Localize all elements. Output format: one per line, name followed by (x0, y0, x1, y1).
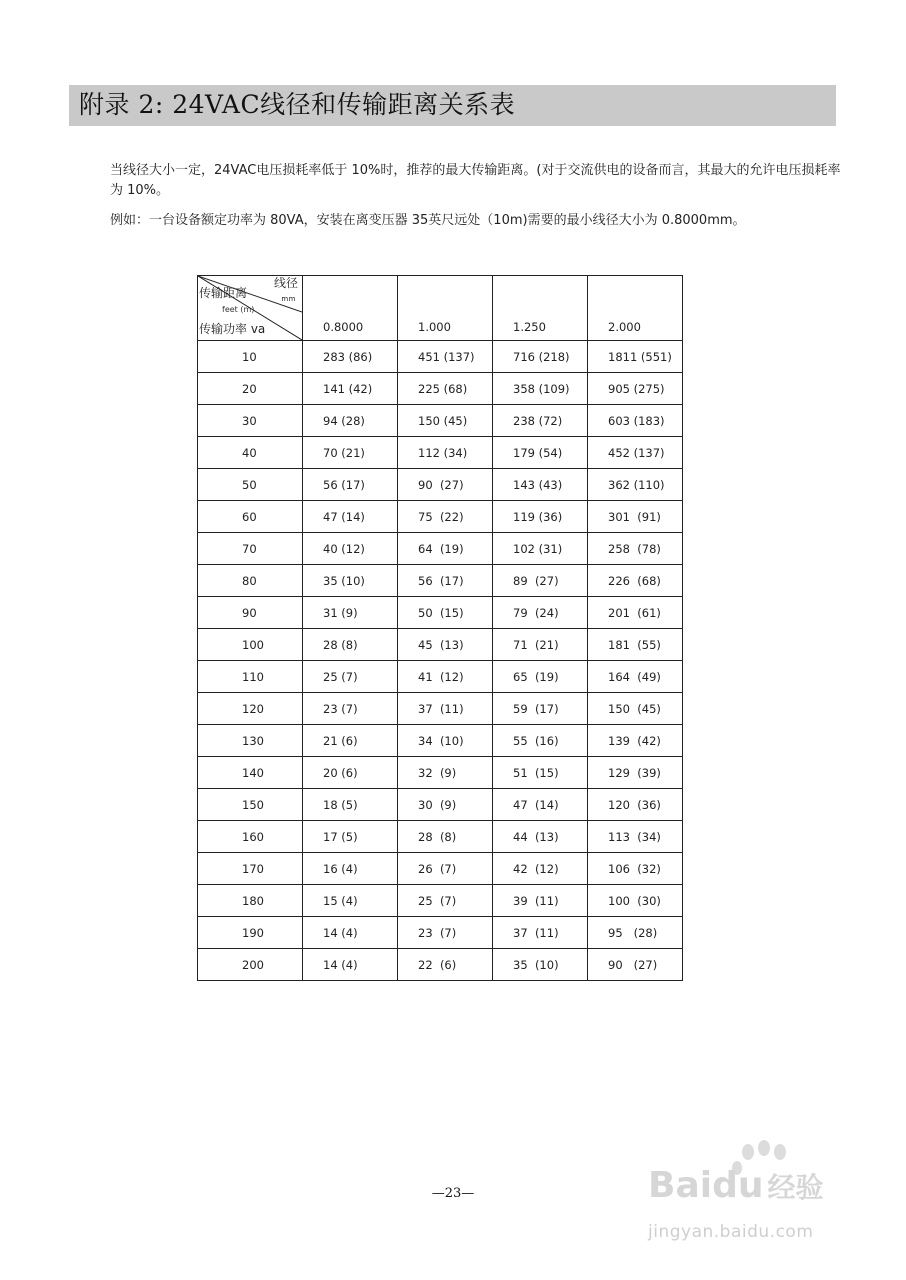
power-cell: 160 (198, 821, 303, 853)
table-row (198, 565, 683, 597)
gauge-header: 1.250 (493, 276, 588, 341)
distance-cell: 238 (72) (493, 405, 588, 437)
distance-cell: 26 (7) (398, 853, 493, 885)
distance-cell: 71 (21) (493, 629, 588, 661)
distance-cell: 70 (21) (303, 437, 398, 469)
distance-cell: 90 (27) (588, 949, 683, 981)
gauge-header: 0.8000 (303, 276, 398, 341)
distance-cell: 716 (218) (493, 341, 588, 373)
power-cell: 170 (198, 853, 303, 885)
distance-cell: 283 (86) (303, 341, 398, 373)
distance-cell: 65 (19) (493, 661, 588, 693)
distance-cell: 120 (36) (588, 789, 683, 821)
power-cell: 40 (198, 437, 303, 469)
power-cell: 140 (198, 757, 303, 789)
gauge-unit: mm (281, 295, 296, 303)
table-row (198, 469, 683, 501)
table-row (198, 373, 683, 405)
distance-cell: 51 (15) (493, 757, 588, 789)
distance-cell: 59 (17) (493, 693, 588, 725)
distance-cell: 451 (137) (398, 341, 493, 373)
power-cell: 50 (198, 469, 303, 501)
power-label: 传输功率 va (199, 322, 266, 336)
intro-paragraph: 当线径大小一定，24VAC电压损耗率低于 10%时，推荐的最大传输距离。(对于交流供电的设备而言，其最大的允许电压损耗率为 10%。 (110, 163, 841, 198)
distance-cell: 25 (7) (303, 661, 398, 693)
power-cell: 130 (198, 725, 303, 757)
table-row (198, 853, 683, 885)
table-row (198, 437, 683, 469)
distance-cell: 201 (61) (588, 597, 683, 629)
distance-cell: 16 (4) (303, 853, 398, 885)
distance-cell: 35 (10) (493, 949, 588, 981)
watermark-brand (648, 1165, 824, 1206)
distance-cell: 47 (14) (493, 789, 588, 821)
power-cell: 20 (198, 373, 303, 405)
distance-cell: 100 (30) (588, 885, 683, 917)
watermark-url: jingyan.baidu.com (648, 1222, 814, 1242)
distance-cell: 21 (6) (303, 725, 398, 757)
watermark-brand-cn: 经验 (767, 1171, 824, 1204)
distance-cell: 150 (45) (398, 405, 493, 437)
distance-unit: feet (m) (222, 305, 255, 314)
table-row (198, 789, 683, 821)
distance-cell: 23 (7) (398, 917, 493, 949)
distance-cell: 42 (12) (493, 853, 588, 885)
table-row (198, 341, 683, 373)
distance-cell: 20 (6) (303, 757, 398, 789)
power-cell: 190 (198, 917, 303, 949)
power-cell: 90 (198, 597, 303, 629)
power-cell: 70 (198, 533, 303, 565)
power-cell: 150 (198, 789, 303, 821)
table-row (198, 917, 683, 949)
table-row (198, 597, 683, 629)
table-row (198, 949, 683, 981)
distance-cell: 40 (12) (303, 533, 398, 565)
distance-cell: 39 (11) (493, 885, 588, 917)
distance-cell: 28 (8) (303, 629, 398, 661)
distance-cell: 106 (32) (588, 853, 683, 885)
distance-cell: 23 (7) (303, 693, 398, 725)
watermark-brand-text: Baidu (648, 1165, 764, 1206)
gauge-label: 线径 (273, 276, 298, 290)
table-row (198, 629, 683, 661)
distance-cell: 50 (15) (398, 597, 493, 629)
table-row (198, 693, 683, 725)
distance-cell: 22 (6) (398, 949, 493, 981)
distance-cell: 45 (13) (398, 629, 493, 661)
distance-cell: 41 (12) (398, 661, 493, 693)
distance-cell: 47 (14) (303, 501, 398, 533)
distance-cell: 258 (78) (588, 533, 683, 565)
distance-cell: 362 (110) (588, 469, 683, 501)
distance-cell: 64 (19) (398, 533, 493, 565)
power-cell: 100 (198, 629, 303, 661)
distance-cell: 141 (42) (303, 373, 398, 405)
distance-cell: 139 (42) (588, 725, 683, 757)
diagonal-header-cell (198, 276, 303, 341)
distance-cell: 181 (55) (588, 629, 683, 661)
distance-cell: 15 (4) (303, 885, 398, 917)
example-paragraph: 例如：一台设备额定功率为 80VA，安装在离变压器 35英尺远处（10m)需要的最小线径大小为 0.8000mm。 (110, 213, 746, 228)
distance-cell: 113 (34) (588, 821, 683, 853)
table-row (198, 661, 683, 693)
table-row (198, 757, 683, 789)
power-cell: 180 (198, 885, 303, 917)
distance-label: 传输距离 (199, 286, 248, 300)
distance-cell: 129 (39) (588, 757, 683, 789)
power-cell: 60 (198, 501, 303, 533)
distance-cell: 55 (16) (493, 725, 588, 757)
table-row (198, 725, 683, 757)
page-title: 附录 2: 24VAC线径和传输距离关系表 (79, 90, 516, 119)
distance-cell: 452 (137) (588, 437, 683, 469)
distance-cell: 164 (49) (588, 661, 683, 693)
gauge-header: 1.000 (398, 276, 493, 341)
distance-cell: 358 (109) (493, 373, 588, 405)
distance-cell: 79 (24) (493, 597, 588, 629)
distance-cell: 90 (27) (398, 469, 493, 501)
distance-cell: 75 (22) (398, 501, 493, 533)
distance-cell: 32 (9) (398, 757, 493, 789)
distance-cell: 56 (17) (303, 469, 398, 501)
distance-cell: 37 (11) (493, 917, 588, 949)
power-cell: 10 (198, 341, 303, 373)
distance-cell: 31 (9) (303, 597, 398, 629)
distance-cell: 905 (275) (588, 373, 683, 405)
table-row (198, 533, 683, 565)
power-cell: 80 (198, 565, 303, 597)
gauge-header: 2.000 (588, 276, 683, 341)
table-row (198, 501, 683, 533)
distance-cell: 1811 (551) (588, 341, 683, 373)
distance-cell: 102 (31) (493, 533, 588, 565)
distance-cell: 150 (45) (588, 693, 683, 725)
table-header-row (198, 276, 683, 341)
distance-cell: 603 (183) (588, 405, 683, 437)
distance-cell: 28 (8) (398, 821, 493, 853)
power-cell: 200 (198, 949, 303, 981)
distance-cell: 34 (10) (398, 725, 493, 757)
distance-cell: 89 (27) (493, 565, 588, 597)
page-number: —23— (431, 1186, 475, 1201)
distance-cell: 30 (9) (398, 789, 493, 821)
distance-cell: 301 (91) (588, 501, 683, 533)
distance-cell: 14 (4) (303, 917, 398, 949)
distance-cell: 56 (17) (398, 565, 493, 597)
distance-cell: 225 (68) (398, 373, 493, 405)
wire-distance-table (197, 275, 683, 981)
distance-cell: 18 (5) (303, 789, 398, 821)
distance-cell: 112 (34) (398, 437, 493, 469)
distance-cell: 179 (54) (493, 437, 588, 469)
distance-cell: 94 (28) (303, 405, 398, 437)
distance-cell: 95 (28) (588, 917, 683, 949)
distance-cell: 37 (11) (398, 693, 493, 725)
distance-cell: 25 (7) (398, 885, 493, 917)
title-bar (69, 85, 836, 126)
distance-cell: 35 (10) (303, 565, 398, 597)
distance-cell: 143 (43) (493, 469, 588, 501)
power-cell: 120 (198, 693, 303, 725)
distance-cell: 14 (4) (303, 949, 398, 981)
table-row (198, 821, 683, 853)
power-cell: 30 (198, 405, 303, 437)
table-row (198, 405, 683, 437)
power-cell: 110 (198, 661, 303, 693)
distance-cell: 44 (13) (493, 821, 588, 853)
table-row (198, 885, 683, 917)
distance-cell: 17 (5) (303, 821, 398, 853)
distance-cell: 226 (68) (588, 565, 683, 597)
distance-cell: 119 (36) (493, 501, 588, 533)
